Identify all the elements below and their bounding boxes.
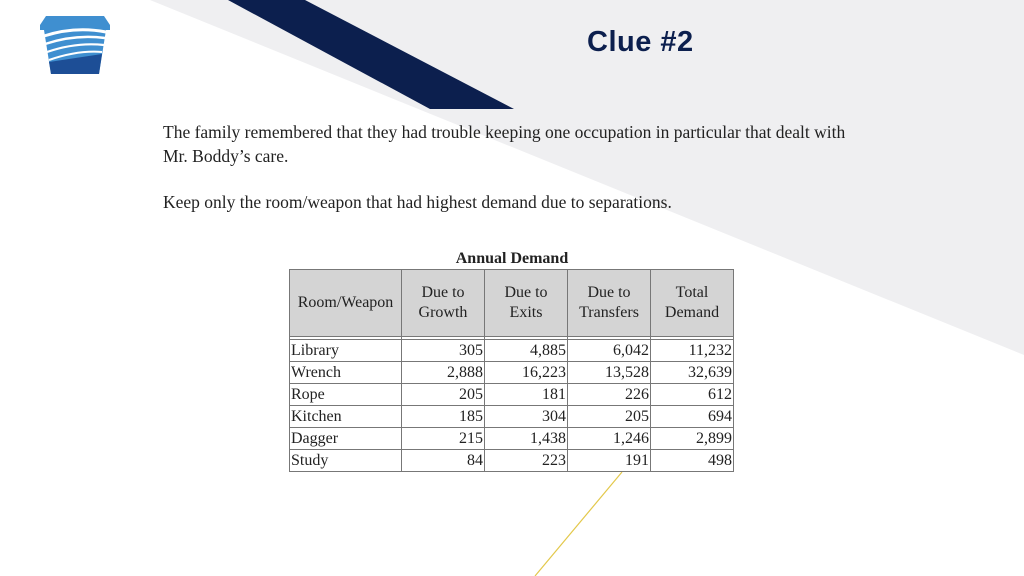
table-row (290, 428, 734, 450)
cell-total: 2,899 (651, 428, 734, 450)
header-total-demand: Total Demand (651, 270, 734, 337)
cell-total: 11,232 (651, 340, 734, 362)
header-room-weapon: Room/Weapon (290, 270, 402, 337)
slide-title: Clue #2 (587, 26, 694, 58)
table-caption: Annual Demand (455, 250, 569, 267)
cell-exits: 181 (485, 384, 568, 406)
cell-transfers: 191 (568, 450, 651, 472)
table-header-row (290, 270, 734, 337)
cell-growth: 215 (402, 428, 485, 450)
cell-growth: 205 (402, 384, 485, 406)
header-due-to-exits: Due to Exits (485, 270, 568, 337)
cell-transfers: 1,246 (568, 428, 651, 450)
instruction-paragraph: Keep only the room/weapon that had highest demand due to separations. (163, 192, 672, 212)
header-due-to-growth: Due to Growth (402, 270, 485, 337)
yellow-accent-line (535, 472, 622, 576)
cell-exits: 16,223 (485, 362, 568, 384)
cell-growth: 84 (402, 450, 485, 472)
clue-paragraph: The family remembered that they had trouble keeping one occupation in particular that dealt with Mr. Boddy’s care. (163, 122, 846, 166)
cell-exits: 223 (485, 450, 568, 472)
cell-growth: 305 (402, 340, 485, 362)
cell-name: Dagger (290, 428, 402, 450)
cell-name: Study (290, 450, 402, 472)
cell-total: 32,639 (651, 362, 734, 384)
cell-transfers: 6,042 (568, 340, 651, 362)
cell-name: Kitchen (290, 406, 402, 428)
cell-transfers: 226 (568, 384, 651, 406)
cell-name: Wrench (290, 362, 402, 384)
cell-transfers: 13,528 (568, 362, 651, 384)
cell-total: 498 (651, 450, 734, 472)
annual-demand-table (289, 269, 734, 472)
cell-name: Rope (290, 384, 402, 406)
cell-growth: 2,888 (402, 362, 485, 384)
table-row (290, 340, 734, 362)
cell-transfers: 205 (568, 406, 651, 428)
cell-total: 694 (651, 406, 734, 428)
header-due-to-transfers: Due to Transfers (568, 270, 651, 337)
cell-exits: 304 (485, 406, 568, 428)
keystone-logo-icon (40, 16, 110, 74)
cell-total: 612 (651, 384, 734, 406)
table-row (290, 450, 734, 472)
table-row (290, 362, 734, 384)
cell-name: Library (290, 340, 402, 362)
table-row (290, 406, 734, 428)
cell-exits: 4,885 (485, 340, 568, 362)
cell-exits: 1,438 (485, 428, 568, 450)
cell-growth: 185 (402, 406, 485, 428)
table-row (290, 384, 734, 406)
